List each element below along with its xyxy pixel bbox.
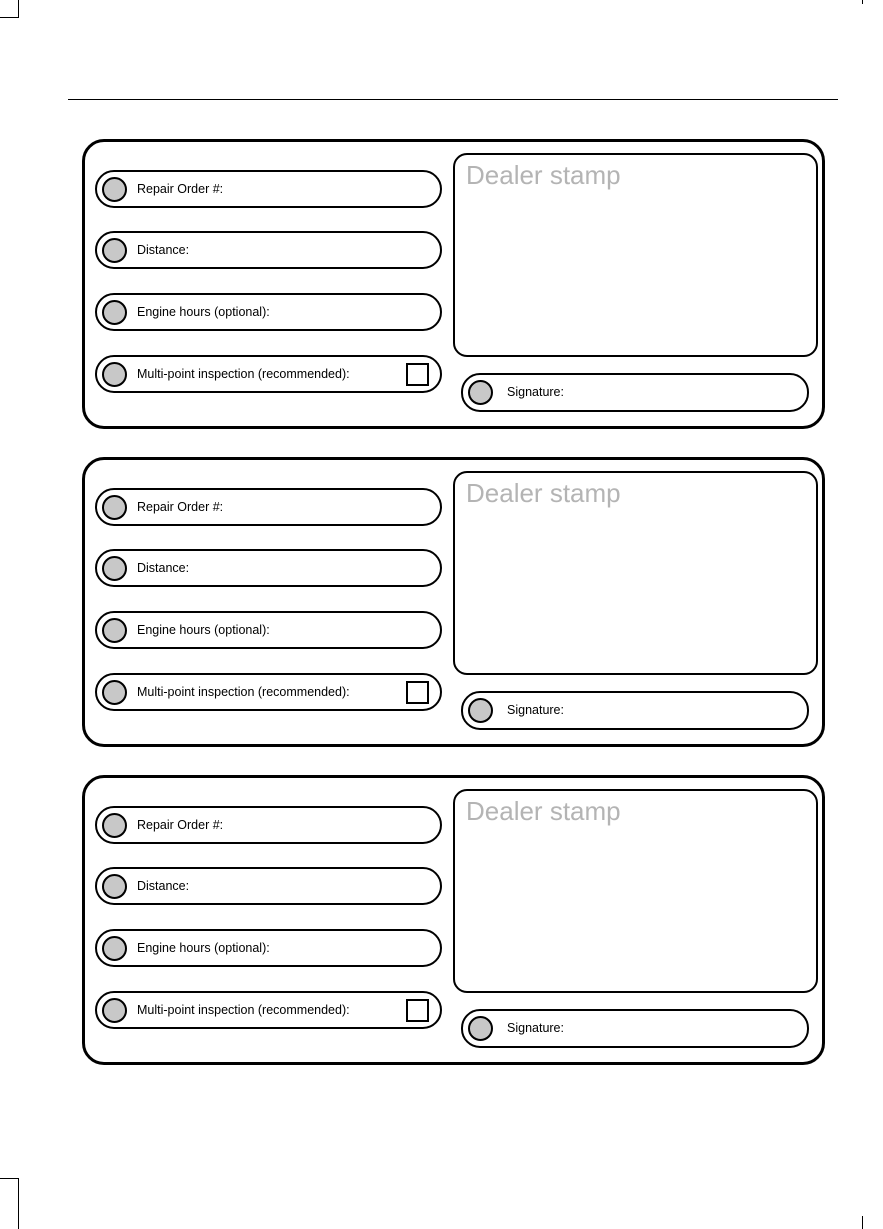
distance-field[interactable] [95,867,442,905]
engine-hours-field[interactable] [95,293,442,331]
service-record-card [82,775,825,1065]
engine-hours-label: Engine hours (optional): [137,941,270,955]
crop-mark-bottom-left-horizontal [0,1178,19,1179]
bullet-icon [102,680,127,705]
crop-mark-top-right [862,0,863,4]
bullet-icon [102,238,127,263]
distance-label: Distance: [137,879,190,893]
bullet-icon [102,874,127,899]
repair-order-field[interactable] [95,488,442,526]
engine-hours-label: Engine hours (optional): [137,305,270,319]
dealer-stamp-label: Dealer stamp [466,478,621,508]
signature-field[interactable] [461,691,809,730]
distance-label: Distance: [137,561,190,575]
signature-field[interactable] [461,1009,809,1048]
service-record-card [82,457,825,747]
multi-point-inspection-field [95,673,442,711]
header-rule [68,99,838,100]
engine-hours-label: Engine hours (optional): [137,623,270,637]
bullet-icon [102,300,127,325]
bullet-icon [102,362,127,387]
distance-label: Distance: [137,243,190,257]
crop-mark-bottom-right [862,1216,863,1229]
service-record-card [82,139,825,429]
signature-field[interactable] [461,373,809,412]
repair-order-label: Repair Order #: [137,818,224,832]
dealer-stamp-box [453,153,818,357]
multi-point-inspection-label: Multi-point inspection (recommended): [137,685,350,699]
signature-label: Signature: [507,385,564,399]
distance-field[interactable] [95,231,442,269]
bullet-icon [102,998,127,1023]
signature-label: Signature: [507,1021,564,1035]
multi-point-inspection-checkbox[interactable] [406,999,429,1022]
multi-point-inspection-label: Multi-point inspection (recommended): [137,1003,350,1017]
multi-point-inspection-label: Multi-point inspection (recommended): [137,367,350,381]
repair-order-label: Repair Order #: [137,500,224,514]
dealer-stamp-box [453,789,818,993]
bullet-icon [468,698,493,723]
multi-point-inspection-checkbox[interactable] [406,681,429,704]
crop-mark-bottom-left-vertical [18,1178,19,1229]
dealer-stamp-box [453,471,818,675]
engine-hours-field[interactable] [95,929,442,967]
bullet-icon [468,1016,493,1041]
repair-order-field[interactable] [95,170,442,208]
dealer-stamp-label: Dealer stamp [466,160,621,190]
bullet-icon [102,618,127,643]
crop-mark-top-left-horizontal [0,17,19,18]
dealer-stamp-label: Dealer stamp [466,796,621,826]
bullet-icon [102,813,127,838]
bullet-icon [468,380,493,405]
multi-point-inspection-field [95,991,442,1029]
engine-hours-field[interactable] [95,611,442,649]
multi-point-inspection-checkbox[interactable] [406,363,429,386]
signature-label: Signature: [507,703,564,717]
multi-point-inspection-field [95,355,442,393]
repair-order-field[interactable] [95,806,442,844]
crop-mark-top-left-vertical [18,0,19,17]
bullet-icon [102,177,127,202]
repair-order-label: Repair Order #: [137,182,224,196]
bullet-icon [102,495,127,520]
bullet-icon [102,556,127,581]
distance-field[interactable] [95,549,442,587]
bullet-icon [102,936,127,961]
